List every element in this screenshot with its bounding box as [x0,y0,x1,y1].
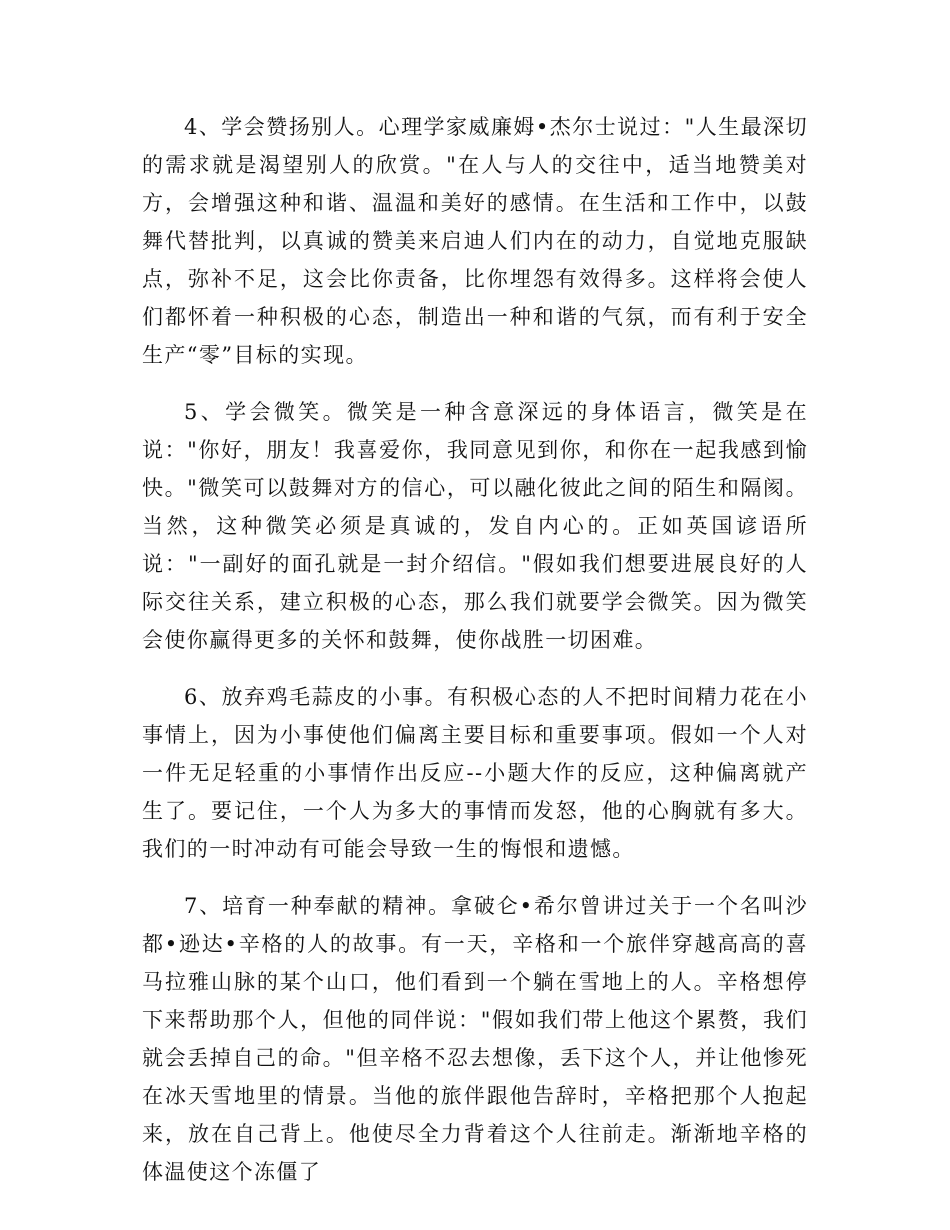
paragraph-4: 4、学会赞扬别人。心理学家威廉姆•杰尔士说过："人生最深切的需求就是渴望别人的欣赏。"在人与人的交往中，适当地赞美对方，会增强这种和谐、温温和美好的感情。在生活和工作中，以鼓舞代替批判，以真诚的赞美来启迪人们内在的动力，自觉地克服缺点，弥补不足，这会比你责备，比你埋怨有效得多。这样将会使人们都怀着一种积极的心态，制造出一种和谐的气氛，而有利于安全生产“零”目标的实现。 [142,115,808,367]
paragraph-5: 5、学会微笑。微笑是一种含意深远的身体语言，微笑是在说："你好，朋友！我喜爱你，我同意见到你，和你在一起我感到愉快。"微笑可以鼓舞对方的信心，可以融化彼此之间的陌生和隔阂。当然，这种微笑必须是真诚的，发自内心的。正如英国谚语所说："一副好的面孔就是一封介绍信。"假如我们想要进展良好的人际交往关系，建立积极的心态，那么我们就要学会微笑。因为微笑会使你赢得更多的关怀和鼓舞，使你战胜一切困难。 [142,400,808,652]
paragraph-6: 6、放弃鸡毛蒜皮的小事。有积极心态的人不把时间精力花在小事情上，因为小事使他们偏离主要目标和重要事项。假如一个人对一件无足轻重的小事情作出反应--小题大作的反应，这种偏离就产生了。要记住，一个人为多大的事情而发怒，他的心胸就有多大。我们的一时冲动有可能会导致一生的悔恨和遗憾。 [142,685,808,861]
paragraph-7: 7、培育一种奉献的精神。拿破仑•希尔曾讲过关于一个名叫沙都•逊达•辛格的人的故事。有一天，辛格和一个旅伴穿越高高的喜马拉雅山脉的某个山口，他们看到一个躺在雪地上的人。辛格想停下来帮助那个人，但他的同伴说："假如我们带上他这个累赘，我们就会丢掉自己的命。"但辛格不忍去想像，丢下这个人，并让他惨死在冰天雪地里的情景。当他的旅伴跟他告辞时，辛格把那个人抱起来，放在自己背上。他使尽全力背着这个人往前走。渐渐地辛格的体温使这个冻僵了 [142,894,808,1184]
document-body [142,108,808,1210]
